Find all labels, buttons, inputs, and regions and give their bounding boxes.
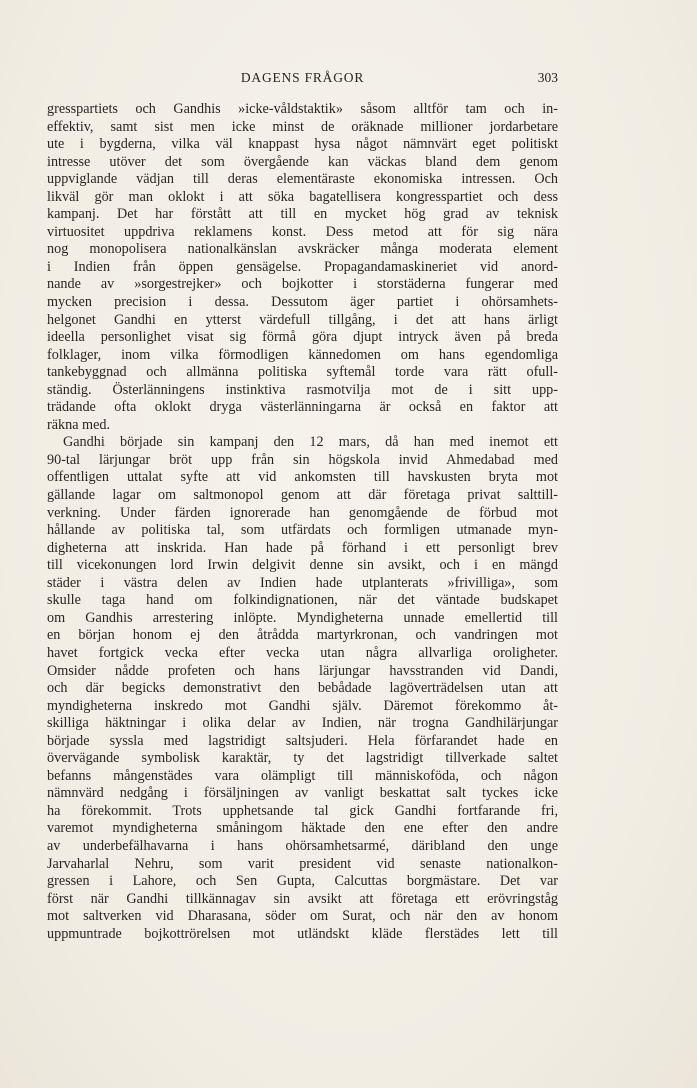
text-line: befanns mångenstädes vara olämpligt till människoföda, och någon	[47, 767, 558, 784]
text-line: ideella personlighet visat sig förmå göra djupt intryck även på breda	[47, 329, 558, 346]
text-line: ständig. Österlänningens instinktiva rasmotvilja mot de i sitt upp-	[47, 381, 558, 398]
text-line: nämnvärd nedgång i försäljningen av vanligt beskattat salt tyckes icke	[47, 785, 558, 802]
text-line: Gandhi började sin kampanj den 12 mars, då han med inemot ett	[63, 434, 558, 451]
text-line: verkning. Under färden ignorerade han genomgående de förbud mot	[47, 504, 558, 521]
text-line: Omsider nådde profeten och hans lärjungar havsstranden vid Dandi,	[47, 662, 558, 679]
text-line: till vicekonungen lord Irwin delgivit denne sin avsikt, och i en mängd	[47, 557, 558, 574]
text-line: varemot myndigheterna småningom häktade den ene efter den andre	[47, 820, 558, 837]
text-line: likväl gör man oklokt i att söka bagatellisera kongresspartiet och dess	[47, 188, 558, 205]
text-line: gällande lagar om saltmonopol genom att där företaga privat salttill-	[47, 487, 558, 504]
text-line: Jarvaharlal Nehru, som varit president vid senaste nationalkon-	[47, 855, 558, 872]
text-line: trädande ofta oklokt dryga västerlänningarna är också en faktor att	[47, 399, 558, 416]
text-line: en början honom ej den åtrådda martyrkronan, och vandringen mot	[47, 627, 558, 644]
text-line: städer i västra delen av Indien hade utplanterats »frivilliga», som	[47, 574, 558, 591]
text-line: offentligen uttalat syfte att vid ankomsten till havskusten bryta mot	[47, 469, 558, 486]
text-line: övervägande symbolisk karaktär, ty det lagstridigt tillverkade saltet	[47, 750, 558, 767]
text-line: folklager, inom vilka förmodligen kännedomen om hans egendomliga	[47, 346, 558, 363]
text-line: skilliga häktningar i olika delar av Indien, när trogna Gandhilärjungar	[47, 715, 558, 732]
text-line: virtuositet uppdriva reklamens konst. Dess metod att för sig nära	[47, 223, 558, 240]
text-line: digheterna att inskrida. Han hade på förhand i ett personligt brev	[47, 539, 558, 556]
text-line: i Indien från öppen gensägelse. Propagandamaskineriet vid anord-	[47, 258, 558, 275]
text-line: skulle taga hand om folkindignationen, när det väntade budskapet	[47, 592, 558, 609]
text-line: uppmuntrade bojkottrörelsen mot utländskt kläde flerstädes lett till	[47, 925, 558, 942]
text-line: först när Gandhi tillkännagav sin avsikt att företaga ett erövringståg	[47, 890, 558, 907]
text-line: mot saltverken vid Dharasana, söder om Surat, och när den av honom	[47, 908, 558, 925]
text-line: uppviglande vädjan till deras elementäraste ekonomiska intressen. Och	[47, 171, 558, 188]
page-header	[47, 70, 558, 90]
text-line: började syssla med lagstridigt saltsjuderi. Hela förfarandet hade en	[47, 732, 558, 749]
text-line: om Gandhis arrestering inlöpte. Myndigheterna unnade emellertid till	[47, 609, 558, 626]
running-title: DAGENS FRÅGOR	[240, 70, 365, 85]
text-line: 90-tal lärjungar bröt upp från sin högskola invid Ahmedabad med	[47, 451, 558, 468]
text-line: hållande av politiska tal, som utfärdats och formligen utmanade myn-	[47, 522, 558, 539]
text-line: effektiv, samt sist men icke minst de oräknade millioner jordarbetare	[47, 118, 558, 135]
body-text	[47, 101, 558, 943]
text-line: gressen i Lahore, och Sen Gupta, Calcuttas borgmästare. Det var	[47, 873, 558, 890]
text-line: ha förekommit. Trots upphetsande tal gick Gandhi fortfarande fri,	[47, 802, 558, 819]
text-line: mycken precision i dessa. Dessutom äger partiet i ohörsamhets-	[47, 294, 558, 311]
page-number: 303	[537, 70, 558, 85]
text-line: intresse utöver det som övergående kan väckas bland dem genom	[47, 153, 558, 170]
text-line: ute i bygderna, vilka väl knappast hysa något nämnvärt eget politiskt	[47, 136, 558, 153]
text-line: helgonet Gandhi en ytterst värdefull tillgång, i det att hans ärligt	[47, 311, 558, 328]
text-line: kampanj. Det har förstått att till en mycket hög grad av teknisk	[47, 206, 558, 223]
text-line: av underbefälhavarna i hans ohörsamhetsarmé, däribland den unge	[47, 837, 558, 854]
text-line: och där begicks demonstrativt den bebådade lagöverträdelsen utan att	[47, 680, 558, 697]
text-line: gresspartiets och Gandhis »icke-våldstaktik» såsom alltför tam och in-	[47, 101, 558, 117]
text-line: nog monopolisera nationalkänslan avskräcker många moderata element	[47, 241, 558, 258]
text-line: nande av »sorgestrejker» och bojkotter i storstäderna fungerar med	[47, 276, 558, 293]
text-line: räkna med.	[47, 416, 111, 433]
text-line: myndigheterna inskredo mot Gandhi själv. Däremot förekommo åt-	[47, 697, 558, 714]
text-line: havet fortgick vecka efter vecka utan några allvarliga oroligheter.	[47, 644, 558, 661]
text-line: tankebyggnad och allmänna politiska syftemål torde vara rätt ofull-	[47, 364, 558, 381]
